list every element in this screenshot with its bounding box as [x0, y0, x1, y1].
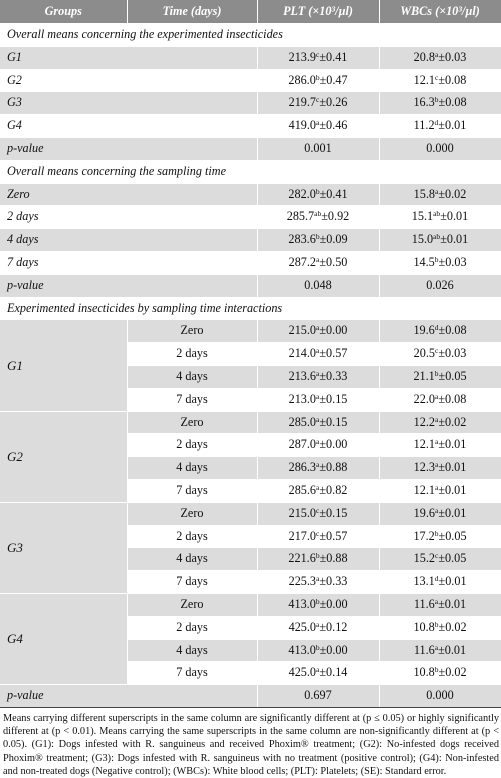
time-label: Zero [127, 411, 257, 434]
wbc-cell [379, 479, 501, 502]
wbc-cell [379, 183, 501, 206]
plt-cell [257, 320, 379, 343]
wbc-cell-se: ±0.02 [438, 665, 467, 680]
plt-cell [257, 571, 379, 594]
wbc-cell [379, 571, 501, 594]
plt-cell-mean: 213.0 [288, 391, 317, 406]
wbc-cell-superscript: a [434, 49, 439, 59]
wbc-cell-mean: 19.6 [413, 505, 435, 520]
plt-cell-mean: 285.7 [286, 209, 315, 224]
wbc-cell-superscript: ab [433, 232, 441, 242]
plt-cell-mean: 285.6 [288, 482, 317, 497]
plt-cell-superscript: a [316, 574, 320, 584]
pvalue-label: p-value [0, 685, 257, 708]
wbc-cell [379, 548, 501, 571]
wbc-cell [379, 69, 501, 92]
wbc-cell-mean: 10.8 [413, 665, 435, 680]
wbc-cell [379, 206, 501, 229]
plt-cell-superscript: b [315, 232, 320, 242]
plt-cell-superscript: a [316, 437, 320, 447]
plt-cell-se: ±0.41 [319, 186, 348, 201]
wbc-cell [379, 593, 501, 616]
plt-cell [257, 229, 379, 252]
wbc-cell-se: ±0.01 [438, 460, 467, 475]
wbc-cell-mean: 15.8 [413, 186, 435, 201]
wbc-cell-mean: 13.1 [413, 574, 435, 589]
wbc-cell-superscript: a [434, 437, 439, 447]
wbc-cell-mean: 12.1 [413, 482, 435, 497]
plt-cell-mean: 219.7 [288, 95, 317, 110]
plt-cell-mean: 283.6 [288, 232, 316, 247]
wbc-cell-mean: 10.8 [413, 619, 435, 634]
time-label: 2 days [127, 525, 257, 548]
plt-cell-superscript: ab [314, 209, 322, 219]
wbc-cell [379, 320, 501, 343]
plt-cell-mean: 287.2 [288, 254, 317, 269]
plt-cell-se: ±0.46 [319, 118, 348, 133]
pvalue-plt: 0.001 [257, 137, 379, 160]
pvalue-label: p-value [0, 137, 257, 160]
plt-cell-mean: 215.0 [288, 323, 317, 338]
pvalue-row [0, 137, 501, 160]
wbc-cell [379, 502, 501, 525]
table-header-row [0, 0, 501, 24]
plt-cell-mean: 419.0 [288, 118, 317, 133]
plt-cell-superscript: a [316, 118, 320, 128]
plt-cell-se: ±0.14 [319, 665, 348, 680]
table-row [0, 46, 501, 69]
wbc-cell-se: ±0.01 [438, 642, 467, 657]
plt-cell-superscript: a [316, 665, 320, 675]
wbc-cell-superscript: a [434, 596, 439, 606]
plt-cell-superscript: a [316, 482, 320, 492]
wbc-cell [379, 388, 501, 411]
plt-cell-se: ±0.00 [319, 596, 348, 611]
wbc-cell-superscript: a [434, 642, 439, 652]
plt-cell-se: ±0.92 [321, 209, 350, 224]
time-label: 2 days [127, 616, 257, 639]
plt-cell-se: ±0.41 [319, 49, 348, 64]
plt-cell-mean: 413.0 [288, 596, 316, 611]
wbc-cell [379, 92, 501, 115]
wbc-cell-superscript: b [434, 619, 439, 629]
wbc-cell-se: ±0.01 [438, 118, 467, 133]
wbc-cell-superscript: d [434, 574, 439, 584]
plt-cell-superscript: c [316, 505, 320, 515]
plt-cell-mean: 286.3 [288, 460, 317, 475]
plt-cell-se: ±0.57 [319, 528, 348, 543]
plt-cell [257, 92, 379, 115]
time-label: Zero [127, 320, 257, 343]
wbc-cell-se: ±0.02 [438, 619, 467, 634]
wbc-cell-mean: 12.2 [413, 414, 435, 429]
wbc-cell-superscript: c [434, 551, 439, 561]
pvalue-wbc: 0.026 [379, 274, 501, 297]
wbc-cell [379, 411, 501, 434]
table-row [0, 92, 501, 115]
wbc-cell-se: ±0.05 [438, 528, 467, 543]
time-label: Zero [127, 502, 257, 525]
time-label: 7 days [127, 388, 257, 411]
wbc-cell-se: ±0.08 [438, 72, 467, 87]
wbc-cell-superscript: d [434, 118, 439, 128]
wbc-cell-superscript: b [434, 528, 439, 538]
plt-cell-mean: 217.0 [288, 528, 317, 543]
row-label: G4 [0, 115, 257, 138]
wbc-cell-mean: 21.1 [413, 368, 435, 383]
plt-cell-se: ±0.33 [319, 368, 348, 383]
row-label: 4 days [0, 229, 257, 252]
plt-cell-superscript: a [316, 391, 320, 401]
plt-cell-se: ±0.88 [319, 551, 348, 566]
plt-cell-se: ±0.47 [319, 72, 348, 87]
wbc-cell-superscript: a [434, 414, 439, 424]
plt-cell-se: ±0.50 [319, 254, 348, 269]
time-label: 2 days [127, 343, 257, 366]
pvalue-plt: 0.697 [257, 685, 379, 708]
plt-cell-mean: 425.0 [288, 665, 317, 680]
wbc-cell [379, 639, 501, 662]
pvalue-wbc: 0.000 [379, 137, 501, 160]
plt-cell [257, 388, 379, 411]
plt-cell-mean: 221.6 [288, 551, 316, 566]
table-body [0, 24, 501, 708]
header-groups: Groups [0, 0, 127, 24]
section-title: Overall means concerning the experimented insecticides [0, 24, 501, 47]
wbc-cell-mean: 15.0 [411, 232, 434, 247]
wbc-cell-se: ±0.01 [438, 596, 467, 611]
wbc-cell-mean: 12.3 [413, 460, 435, 475]
group-label: G2 [0, 411, 127, 502]
plt-cell-se: ±0.00 [319, 642, 348, 657]
plt-cell-se: ±0.15 [319, 414, 348, 429]
wbc-cell-superscript: a [434, 186, 439, 196]
section-title-row [0, 297, 501, 320]
plt-cell-se: ±0.33 [319, 574, 348, 589]
wbc-cell [379, 229, 501, 252]
plt-cell-mean: 213.6 [288, 368, 317, 383]
plt-cell [257, 502, 379, 525]
plt-cell-superscript: a [316, 414, 320, 424]
wbc-cell-mean: 22.0 [413, 391, 435, 406]
time-label: 4 days [127, 639, 257, 662]
wbc-cell-superscript: b [434, 254, 439, 264]
plt-cell-superscript: c [316, 95, 320, 105]
pvalue-plt: 0.048 [257, 274, 379, 297]
plt-cell-se: ±0.88 [319, 460, 348, 475]
plt-cell-mean: 225.3 [288, 574, 317, 589]
wbc-cell [379, 46, 501, 69]
plt-cell [257, 434, 379, 457]
section-title-row [0, 24, 501, 47]
section-title: Overall means concerning the sampling time [0, 160, 501, 183]
wbc-cell-superscript: b [434, 95, 439, 105]
plt-cell-mean: 413.0 [288, 642, 316, 657]
wbc-cell-se: ±0.01 [440, 209, 469, 224]
plt-cell [257, 616, 379, 639]
wbc-cell [379, 457, 501, 480]
table-row [0, 502, 501, 525]
header-wbcs: WBCs (×10³/µl) [379, 0, 501, 24]
group-label: G3 [0, 502, 127, 593]
wbc-cell-mean: 11.6 [413, 642, 435, 657]
plt-cell-superscript: b [315, 551, 320, 561]
wbc-cell-superscript: a [434, 391, 439, 401]
plt-cell-mean: 285.0 [288, 414, 317, 429]
plt-cell-se: ±0.15 [319, 391, 348, 406]
table-row [0, 229, 501, 252]
wbc-cell-superscript: b [434, 368, 439, 378]
plt-cell-superscript: a [316, 368, 320, 378]
plt-cell-mean: 425.0 [288, 619, 317, 634]
plt-cell-se: ±0.00 [319, 323, 348, 338]
wbc-cell-se: ±0.01 [438, 505, 467, 520]
wbc-cell-se: ±0.03 [438, 254, 467, 269]
wbc-cell-superscript: a [434, 505, 439, 515]
plt-cell [257, 69, 379, 92]
wbc-cell-se: ±0.01 [438, 574, 467, 589]
wbc-cell-mean: 16.3 [413, 95, 435, 110]
wbc-cell-se: ±0.01 [438, 437, 467, 452]
wbc-cell [379, 434, 501, 457]
wbc-cell [379, 616, 501, 639]
plt-cell [257, 593, 379, 616]
group-label: G4 [0, 593, 127, 684]
row-label: G3 [0, 92, 257, 115]
wbc-cell-mean: 11.6 [413, 596, 435, 611]
table-row [0, 115, 501, 138]
table-row [0, 206, 501, 229]
plt-cell [257, 251, 379, 274]
wbc-cell-se: ±0.08 [438, 95, 467, 110]
plt-cell-superscript: a [316, 346, 320, 356]
wbc-cell [379, 662, 501, 685]
plt-cell-se: ±0.15 [319, 505, 348, 520]
header-time: Time (days) [127, 0, 257, 24]
wbc-cell [379, 525, 501, 548]
wbc-cell-superscript: d [434, 323, 439, 333]
plt-cell-superscript: a [316, 460, 320, 470]
row-label: G2 [0, 69, 257, 92]
wbc-cell-superscript: a [434, 460, 439, 470]
table-row [0, 411, 501, 434]
time-label: 4 days [127, 548, 257, 571]
wbc-cell-superscript: ab [433, 209, 441, 219]
plt-cell-superscript: b [315, 72, 320, 82]
table-row [0, 69, 501, 92]
wbc-cell-se: ±0.03 [438, 346, 467, 361]
table-row [0, 320, 501, 343]
wbc-cell-mean: 14.5 [413, 254, 435, 269]
wbc-cell [379, 365, 501, 388]
row-label: 2 days [0, 206, 257, 229]
plt-cell-superscript: b [315, 186, 320, 196]
plt-cell-se: ±0.26 [319, 95, 348, 110]
plt-cell [257, 206, 379, 229]
plt-cell-superscript: a [316, 254, 320, 264]
wbc-cell-mean: 12.1 [413, 72, 435, 87]
plt-cell [257, 639, 379, 662]
table-footnote: Means carrying different superscripts in the same column are significantly different at (p ≤ 0.05) or highly significantly different at (p < 0.01). Means carrying the same superscripts in the same column are non-significantly different at (p < 0.05). (G1): Dogs infested with R. sanguineus and received Phoxim® treatment; (G2): No-infested dogs received Phoxim® treatment; (G3): Dogs infested with R. sanguineus with no treatment (positive control); (G4): Non-infested and non-treated dogs (Negative control); (WBCs): White blood cells; (PLT): Platelets; (SE): Standard error. [3, 712, 499, 777]
wbc-cell-se: ±0.08 [438, 391, 467, 406]
row-label: 7 days [0, 251, 257, 274]
row-label: Zero [0, 183, 257, 206]
section-title: Experimented insecticides by sampling time interactions [0, 297, 501, 320]
pvalue-row [0, 274, 501, 297]
table-row [0, 593, 501, 616]
table-row [0, 183, 501, 206]
plt-cell-mean: 286.0 [288, 72, 316, 87]
pvalue-label: p-value [0, 274, 257, 297]
wbc-cell-se: ±0.02 [438, 414, 467, 429]
plt-cell-mean: 282.0 [288, 186, 316, 201]
plt-cell [257, 183, 379, 206]
table-row [0, 251, 501, 274]
wbc-cell-mean: 19.6 [413, 323, 435, 338]
time-label: 2 days [127, 434, 257, 457]
pvalue-wbc: 0.000 [379, 685, 501, 708]
wbc-cell-mean: 15.1 [411, 209, 434, 224]
wbc-cell-superscript: a [434, 482, 439, 492]
plt-cell [257, 662, 379, 685]
wbc-cell-se: ±0.08 [438, 323, 467, 338]
plt-cell-se: ±0.82 [319, 482, 348, 497]
wbc-cell [379, 343, 501, 366]
wbc-cell-se: ±0.01 [438, 482, 467, 497]
row-label: G1 [0, 46, 257, 69]
wbc-cell-mean: 11.2 [413, 118, 435, 133]
wbc-cell-superscript: c [434, 72, 439, 82]
group-label: G1 [0, 320, 127, 411]
plt-cell [257, 525, 379, 548]
plt-cell-superscript: c [316, 528, 320, 538]
wbc-cell-mean: 12.1 [413, 437, 435, 452]
plt-cell [257, 365, 379, 388]
pvalue-row [0, 685, 501, 708]
time-label: Zero [127, 593, 257, 616]
plt-cell [257, 479, 379, 502]
wbc-cell-mean: 17.2 [413, 528, 435, 543]
time-label: 7 days [127, 571, 257, 594]
wbc-cell-se: ±0.02 [438, 186, 467, 201]
wbc-cell [379, 251, 501, 274]
plt-cell-mean: 214.0 [288, 346, 317, 361]
plt-cell [257, 343, 379, 366]
plt-cell [257, 548, 379, 571]
time-label: 4 days [127, 365, 257, 388]
plt-cell-mean: 215.0 [288, 505, 317, 520]
wbc-cell [379, 115, 501, 138]
section-title-row [0, 160, 501, 183]
time-label: 7 days [127, 479, 257, 502]
plt-cell-superscript: a [316, 619, 320, 629]
wbc-cell-mean: 20.5 [413, 346, 435, 361]
wbc-cell-superscript: c [434, 346, 439, 356]
wbc-cell-se: ±0.05 [438, 551, 467, 566]
wbc-cell-se: ±0.03 [438, 49, 467, 64]
time-label: 4 days [127, 457, 257, 480]
plt-cell-se: ±0.57 [319, 346, 348, 361]
time-label: 7 days [127, 662, 257, 685]
wbc-cell-mean: 15.2 [413, 551, 435, 566]
wbc-cell-mean: 20.8 [413, 49, 435, 64]
plt-cell [257, 411, 379, 434]
plt-cell [257, 115, 379, 138]
plt-cell-se: ±0.12 [319, 619, 348, 634]
plt-cell-se: ±0.00 [319, 437, 348, 452]
plt-cell-mean: 213.9 [288, 49, 317, 64]
header-plt: PLT (×10³/µl) [257, 0, 379, 24]
plt-cell-superscript: b [315, 596, 320, 606]
wbc-cell-superscript: b [434, 665, 439, 675]
plt-cell-mean: 287.0 [288, 437, 317, 452]
wbc-cell-se: ±0.01 [440, 232, 469, 247]
plt-cell [257, 457, 379, 480]
plt-cell [257, 46, 379, 69]
plt-cell-superscript: b [315, 642, 320, 652]
wbc-cell-se: ±0.05 [438, 368, 467, 383]
plt-cell-superscript: c [316, 49, 320, 59]
plt-cell-se: ±0.09 [319, 232, 348, 247]
plt-cell-superscript: a [316, 323, 320, 333]
